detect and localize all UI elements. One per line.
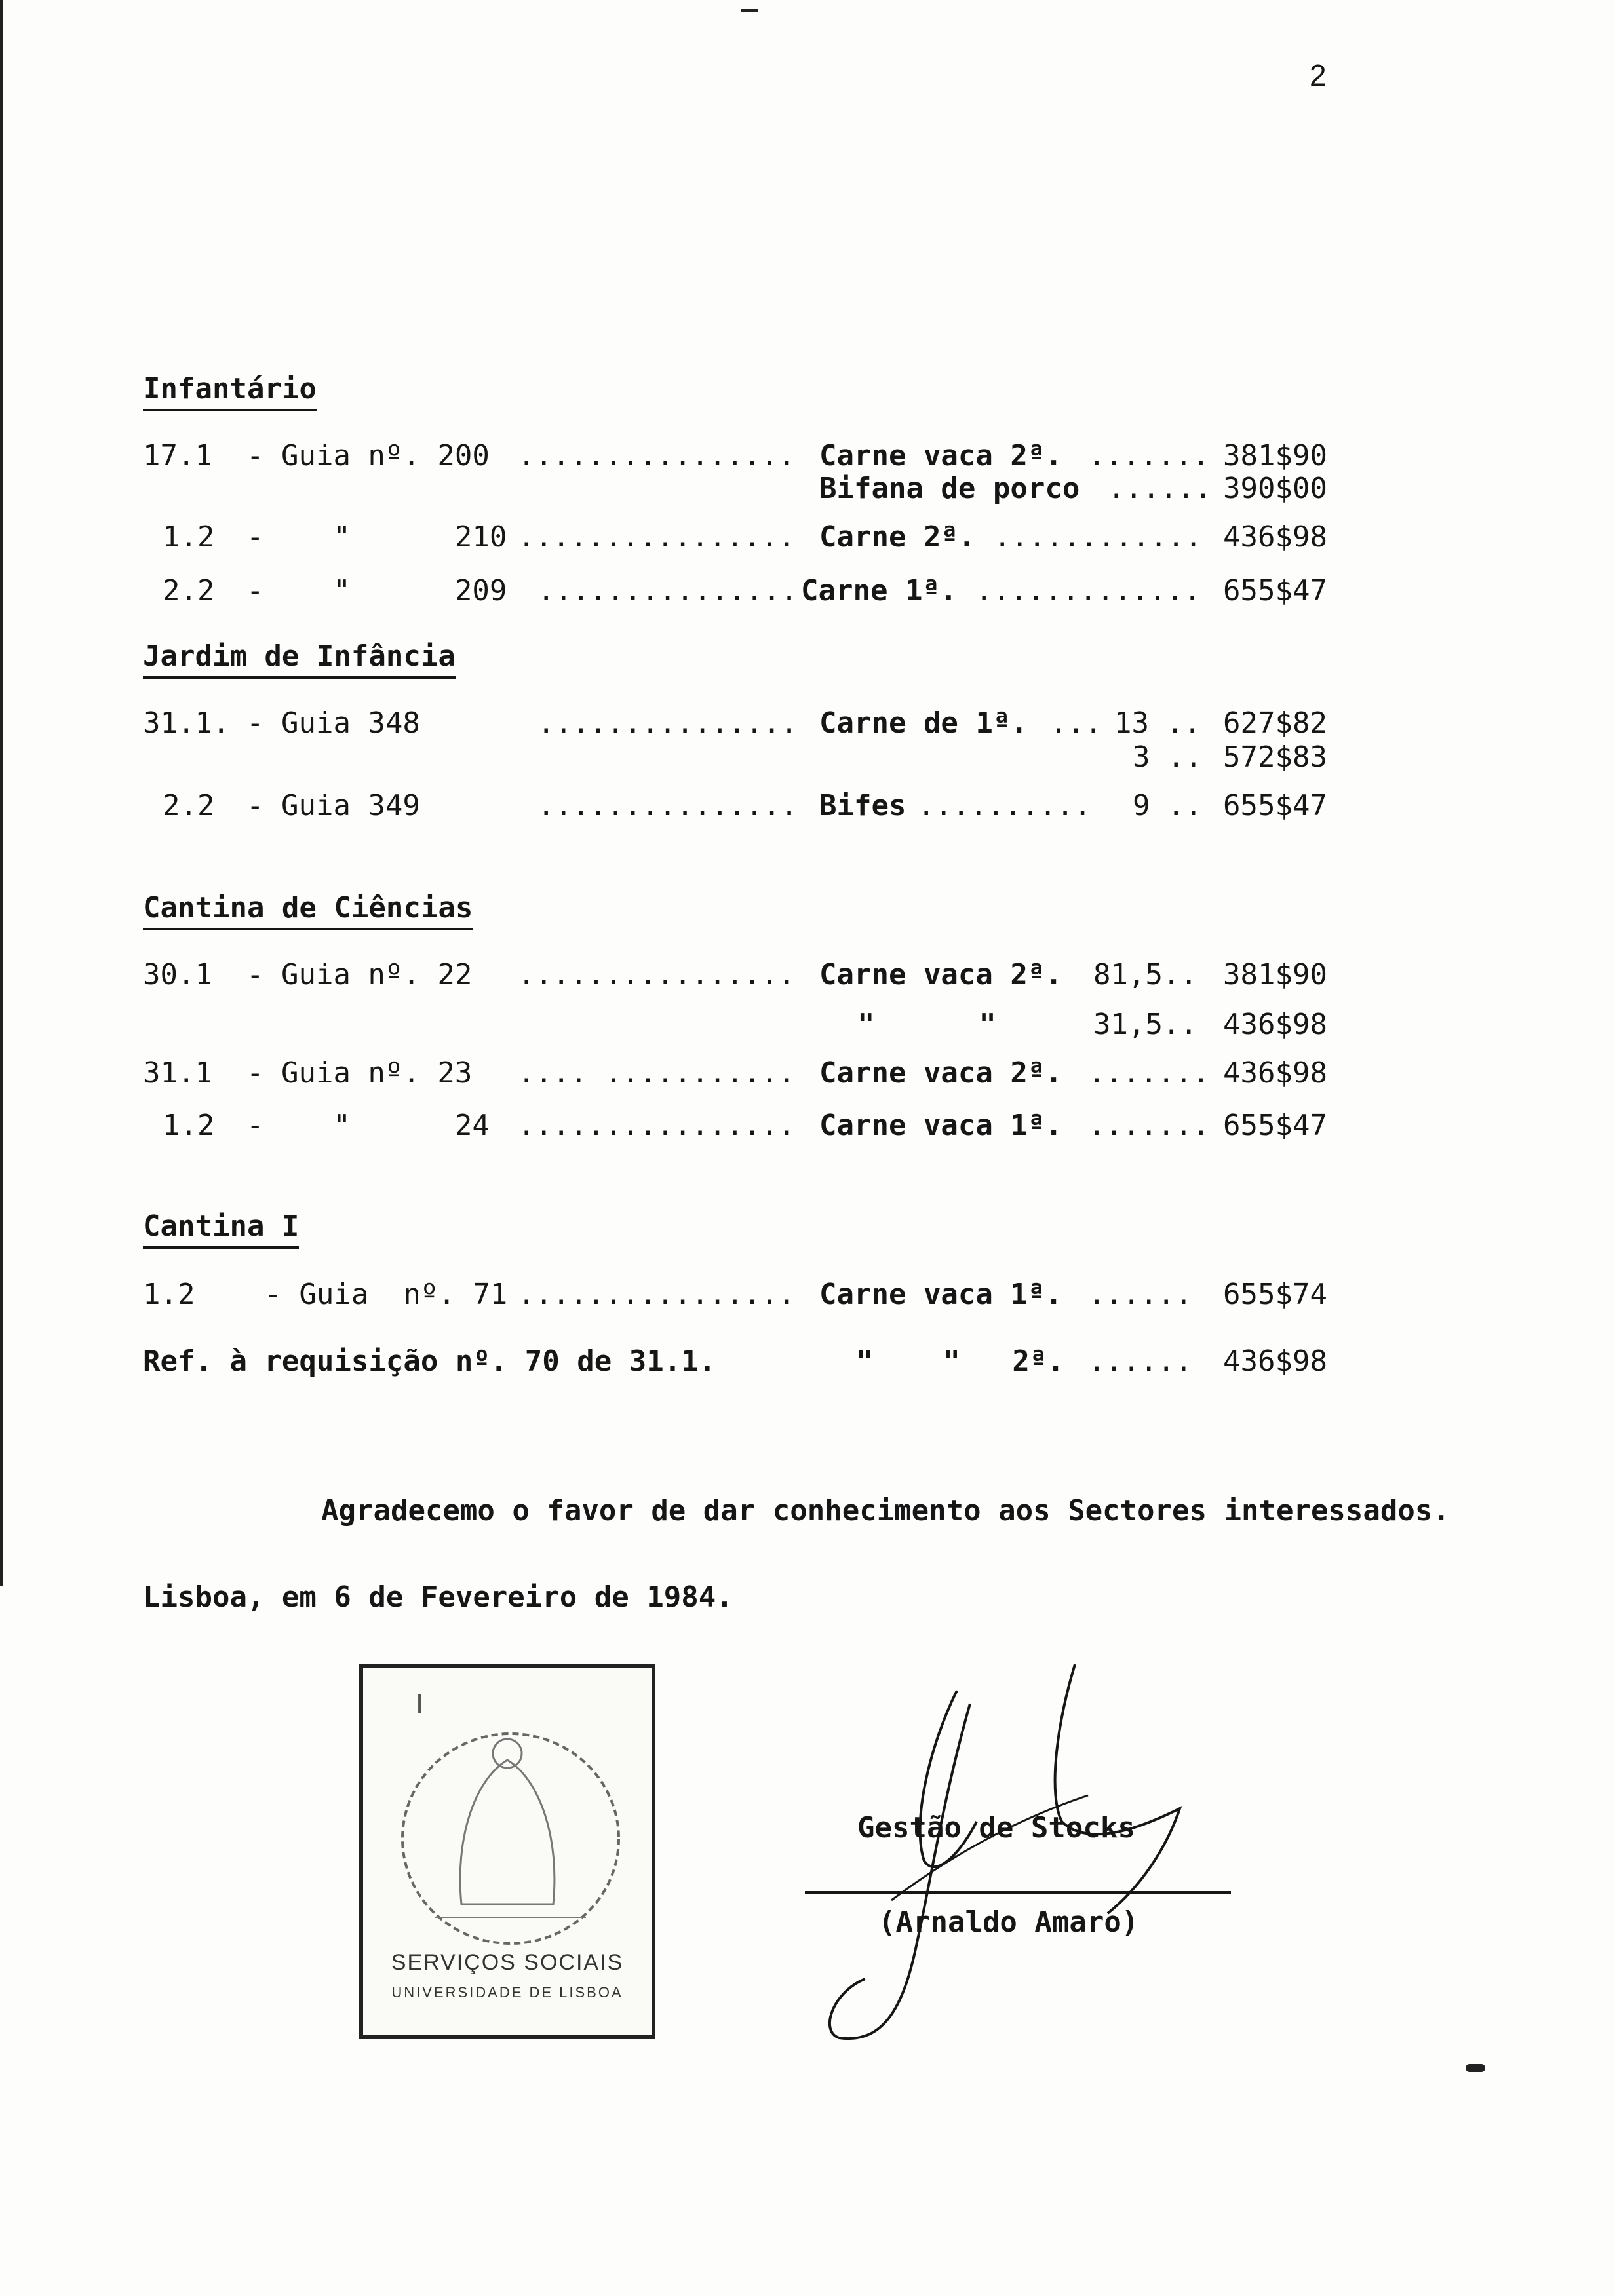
handwritten-signature-icon — [813, 1664, 1219, 2057]
stamp-line-1: SERVIÇOS SOCIAIS — [391, 1950, 624, 1975]
row-price: 436$98 — [1223, 520, 1327, 554]
signature-name: (Arnaldo Amaro) — [878, 1905, 1139, 1939]
row-qty: 31,5.. — [1093, 1008, 1197, 1041]
row-item: Carne vaca 1ª. — [819, 1109, 1062, 1142]
row-item: Carne vaca 2ª. — [819, 958, 1062, 991]
row-date: 1.2 — [163, 1109, 215, 1142]
place-date: Lisboa, em 6 de Fevereiro de 1984. — [143, 1580, 733, 1614]
row-date: 2.2 — [163, 574, 215, 607]
row-price: 436$98 — [1223, 1056, 1327, 1090]
row-price: 436$98 — [1223, 1345, 1327, 1378]
row-date: 1.2 — [163, 520, 215, 554]
scan-speck — [741, 9, 758, 12]
row-item: Carne vaca 2ª. — [819, 1056, 1062, 1090]
row-dots: ....... — [1088, 439, 1210, 472]
document-page: 2 Infantário 17.1 - Guia nº. 200 ................ Carne vaca 2ª. ....... 381$90 Bifana de porco ...... 390$00 1.2 - " 210 ................ Carne 2ª. ............ 436$98 2.2 - " 209 ............... Carne 1ª. ............. 655$47 Jardim de Infância 31.1. - Guia 348 ............... Carne de 1ª. ... 13 .. 627$82 3 .. 572$83 2.2 - Guia 349 ............... Bifes .......... 9 .. 655$47 Cantina de Ciências 30.1 - Guia nº. 22 ................ Carne vaca 2ª. 81,5.. 381$90 " " 31,5.. 436$98 31.1 - Guia nº. 23 .... ........... Carne vaca 2ª. ....... 436$98 1.2 - " 24 ................ Carne vaca 1ª. ....... 655$47 Cantina I 1.2 - Guia nº. 71 ................ Carne vaca 1ª. ...... 655$74 Ref. à requisição nº. 70 de 31.1. " " 2ª. ...... 436$98 Agradecemo o favor de dar conhecimento aos Sectores interessados. Lisboa, em 6 de Fevereiro de 1984. I SERVIÇOS SOCIAIS UNIVERSIDADE DE LISBOA Gestão de Stocks (Arnaldo Amaro) — [0, 0, 1615, 2296]
row-item: Carne de 1ª. — [819, 706, 1028, 740]
row-guia: - " 209 — [246, 574, 507, 607]
row-qty: 3 .. — [1133, 740, 1202, 774]
row-item: Carne vaca 2ª. — [819, 439, 1062, 472]
row-date: 2.2 — [163, 789, 215, 822]
stamp-line-2: UNIVERSIDADE DE LISBOA — [391, 1984, 623, 2000]
row-dots: ....... — [1088, 1056, 1210, 1090]
row-date: 30.1 — [143, 958, 212, 991]
official-stamp — [359, 1664, 655, 2039]
row-date: 31.1 — [143, 1056, 212, 1090]
section-heading-infantario: Infantário — [143, 371, 317, 411]
closing-sentence: Agradecemo o favor de dar conhecimento aos Sectores interessados. — [321, 1494, 1450, 1527]
scan-speck — [1466, 2064, 1485, 2072]
row-ref: Ref. à requisição nº. 70 de 31.1. — [143, 1345, 716, 1378]
row-qty: 81,5.. — [1093, 958, 1197, 991]
row-item: Carne 2ª. — [819, 520, 976, 554]
row-price: 655$47 — [1223, 1109, 1327, 1142]
row-price: 390$00 — [1223, 472, 1327, 505]
row-guia: - Guia nº. 200 — [246, 439, 490, 472]
row-dots: ............ — [994, 520, 1202, 554]
row-item: Bifes — [819, 789, 906, 822]
row-date: 17.1 — [143, 439, 212, 472]
row-guia: - Guia nº. 22 — [246, 958, 473, 991]
stamp-emblem-icon — [363, 1668, 652, 2035]
row-price: 436$98 — [1223, 1008, 1327, 1041]
row-dots: ............. — [975, 574, 1201, 607]
row-price: 655$47 — [1223, 574, 1327, 607]
stamp-top-text: I — [416, 1688, 424, 1720]
section-heading-ciencias: Cantina de Ciências — [143, 890, 473, 930]
row-dots: ... — [1050, 706, 1102, 740]
row-qty: 9 .. — [1133, 789, 1202, 822]
row-guia: - " 210 — [246, 520, 507, 554]
row-qty: 13 .. — [1114, 706, 1201, 740]
row-price: 655$47 — [1223, 789, 1327, 822]
row-price: 627$82 — [1223, 706, 1327, 740]
row-guia: - Guia 349 — [246, 789, 420, 822]
row-dots: ....... — [1088, 1109, 1210, 1142]
signature-title: Gestão de Stocks — [857, 1811, 1135, 1845]
row-date: 31.1. — [143, 706, 230, 740]
row-item: Carne vaca 1ª. — [819, 1278, 1062, 1311]
scan-edge-mark — [0, 0, 3, 1586]
row-price: 381$90 — [1223, 958, 1327, 991]
row-dots: .......... — [918, 789, 1091, 822]
row-dots: ...... — [1088, 1278, 1192, 1311]
row-guia: - Guia nº. 23 — [246, 1056, 473, 1090]
section-heading-cantina-i: Cantina I — [143, 1208, 299, 1249]
row-dots: ...... — [1108, 472, 1212, 505]
row-guia: - Guia 348 — [246, 706, 420, 740]
row-item: Bifana de porco — [819, 472, 1080, 505]
row-price: 572$83 — [1223, 740, 1327, 774]
row-dots: ...... — [1088, 1345, 1192, 1378]
section-heading-jardim: Jardim de Infância — [143, 638, 456, 679]
page-number: 2 — [1310, 58, 1327, 92]
row-item: " " — [857, 1008, 996, 1041]
row-guia: - " 24 — [246, 1109, 490, 1142]
row-ref: 1.2 - Guia nº. 71 — [143, 1278, 508, 1311]
row-price: 381$90 — [1223, 439, 1327, 472]
row-item: " " 2ª. — [856, 1345, 1064, 1378]
row-item: Carne 1ª. — [801, 574, 958, 607]
row-price: 655$74 — [1223, 1278, 1327, 1311]
